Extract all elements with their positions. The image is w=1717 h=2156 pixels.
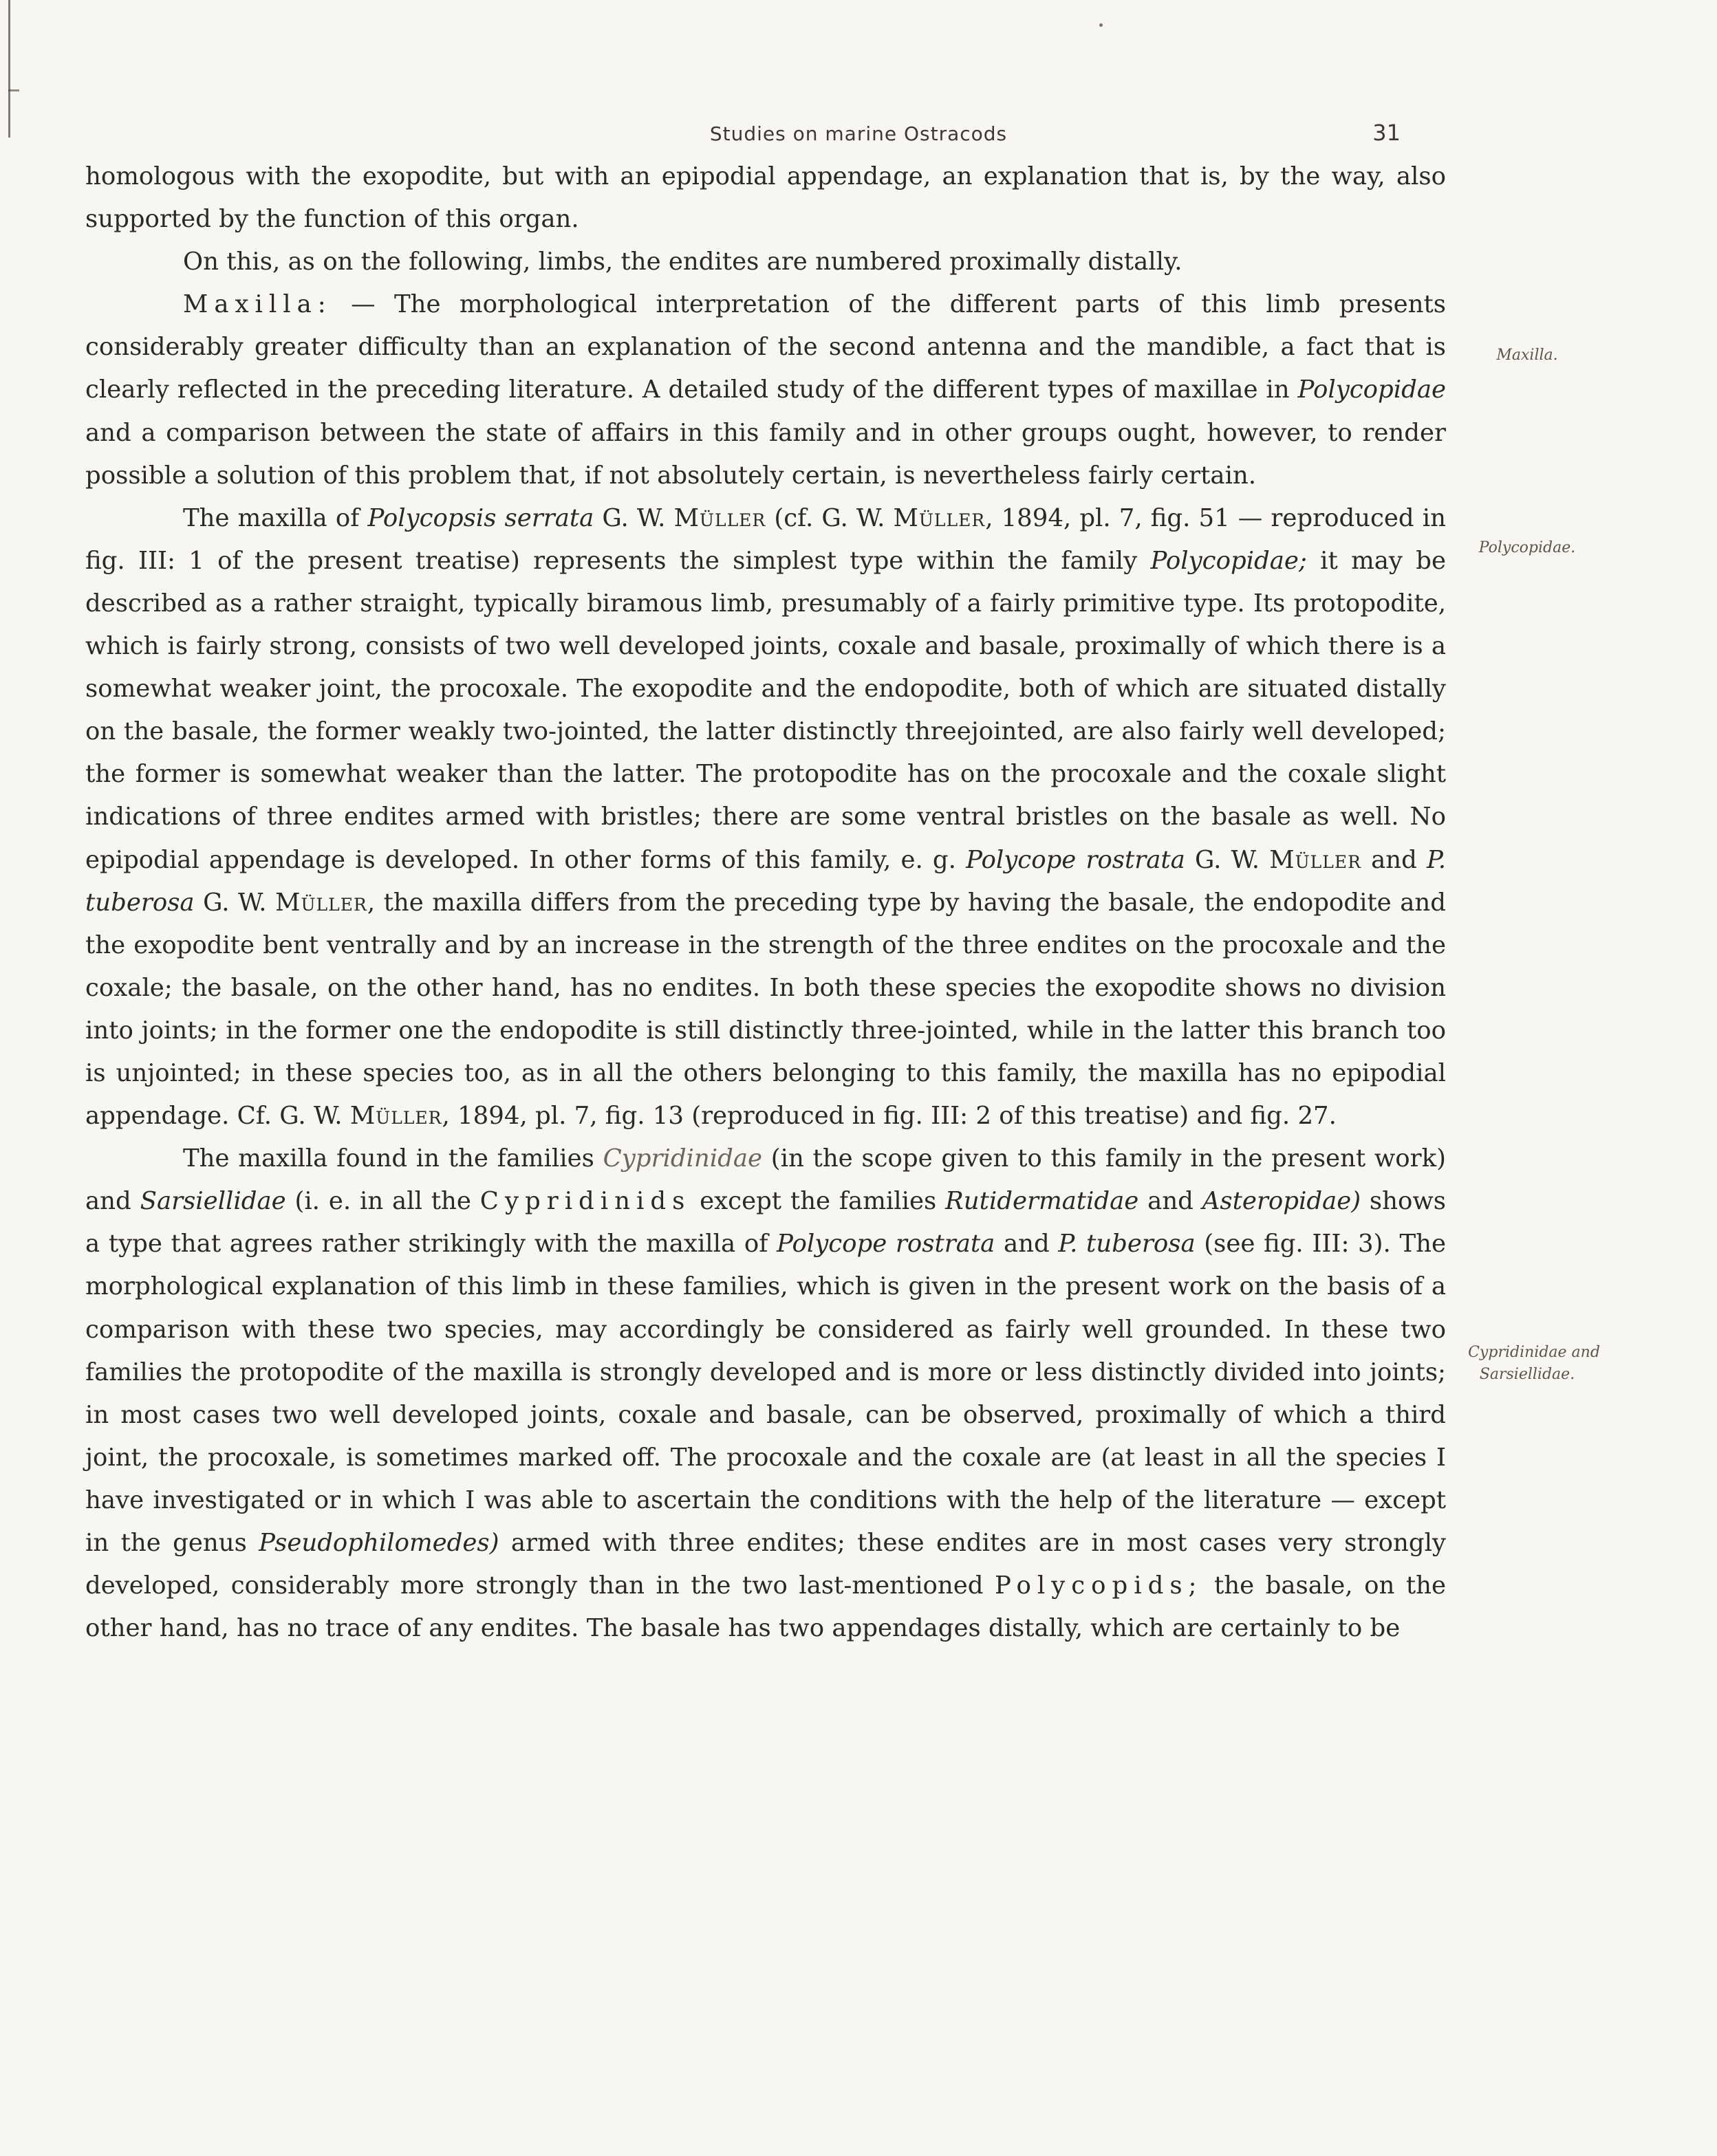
paragraph-1: homologous with the exopodite, but with an epipodial appendage, an explanation that is, by the way, also supported by the function of this organ. xyxy=(85,162,1446,234)
body-text xyxy=(85,155,1446,1650)
taxon-name: Sarsiellidae xyxy=(140,1187,286,1216)
paragraph-2: On this, as on the following, limbs, the endites are numbered proximally distally. xyxy=(183,248,1183,276)
margin-note-sarsiellidae: Sarsiellidae. xyxy=(1479,1366,1575,1383)
scan-dust-mark xyxy=(1099,23,1103,27)
taxon-name: Polycopidae; xyxy=(1150,546,1307,575)
margin-note-maxilla: Maxilla. xyxy=(1496,347,1558,364)
taxon-name: Polycope rostrata xyxy=(777,1230,995,1259)
section-label-maxilla: Maxilla: xyxy=(183,290,332,319)
author-name: Müller xyxy=(893,503,986,532)
page-number: 31 xyxy=(1372,120,1401,146)
paragraph-4: The maxilla of Polycopsis serrata G. W. Müller (cf. G. W. Müller, 1894, pl. 7, fig. 51 — reproduced in fig. III: 1 of the present treatise) represents the simplest type within the family Polycopidae; it may be described as a rather straight, typically biramous limb, presumably of a fairly primitive type. Its protopodite, which is fairly strong, consists of two well developed joints, coxale and basale, proximally of which there is a somewhat weaker joint, the procoxale. The exopodite and the endopodite, both of which are situated distally on the basale, the former weakly two-jointed, the latter distinctly threejointed, are also fairly well developed; the former is somewhat weaker than the latter. The protopodite has on the procoxale and the coxale slight indications of three endites armed with bristles; there are some ventral bristles on the basale as well. No epipodial appendage is developed. In other forms of this family, e. g. Polycope rostrata G. W. Müller and P. tuberosa G. W. Müller, the maxilla differs from the preceding type by having the basale, the endopodite and the exopodite bent ventrally and by an increase in the strength of the three endites on the procoxale and the coxale; the basale, on the other hand, has no endites. In both these species the exopodite shows no division into joints; in the former one the endopodite is still distinctly three-jointed, while in the latter this branch too is unjointed; in these species too, as in all the others belonging to this family, the maxilla has no epipodial appendage. Cf. G. W. Müller, 1894, pl. 7, fig. 13 (reproduced in fig. III: 2 of this treatise) and fig. 27. xyxy=(85,503,1446,1131)
author-name: Müller xyxy=(673,503,766,532)
spaced-term: Polycopids; xyxy=(995,1571,1203,1600)
taxon-name: Polycopidae xyxy=(1297,375,1446,404)
author-name: Müller xyxy=(275,888,367,917)
taxon-name: P. tuberosa xyxy=(1058,1230,1196,1259)
margin-note-polycopidae: Polycopidae. xyxy=(1478,539,1576,556)
taxon-name: Rutidermatidae xyxy=(945,1187,1139,1216)
running-title: Studies on marine Ostracods xyxy=(709,122,1008,145)
taxon-name: Polycopsis serrata xyxy=(367,503,594,532)
paragraph-3: Maxilla: — The morphological interpretation of the different parts of this limb presents considerably greater difficulty than an explanation of the second antenna and the mandible, a fact that is clearly reflected in the preceding literature. A detailed study of the different types of maxillae in Polycopidae and a comparison between the state of affairs in this family and in other groups ought, however, to render possible a solution of this problem that, if not absolutely certain, is nevertheless fairly certain. xyxy=(85,290,1446,490)
taxon-name: Polycope rostrata xyxy=(966,845,1185,874)
scan-edge-tick xyxy=(8,89,19,91)
margin-note-cypridinidae: Cypridinidae and xyxy=(1468,1344,1600,1361)
taxon-name: Asteropidae) xyxy=(1202,1187,1361,1216)
author-name: Müller xyxy=(349,1102,442,1131)
taxon-name: Cypridinidae xyxy=(603,1144,763,1173)
paragraph-5: The maxilla found in the families Cypridinidae (in the scope given to this family in the present work) and Sarsiellidae (i. e. in all the Cypridinids except the families Rutidermatidae and Asteropidae) shows a type that agrees rather strikingly with the maxilla of Polycope rostrata and P. tuberosa (see fig. III: 3). The morphological explanation of this limb in these families, which is given in the present work on the basis of a comparison with these two species, may accordingly be considered as fairly well grounded. In these two families the protopodite of the maxilla is strongly developed and is more or less distinctly divided into joints; in most cases two well developed joints, coxale and basale, can be observed, proximally of which a third joint, the procoxale, is sometimes marked off. The procoxale and the coxale are (at least in all the species I have investigated or in which I was able to ascertain the conditions with the help of the literature — except in the genus Pseudophilomedes) armed with three endites; these endites are in most cases very strongly developed, considerably more strongly than in the two last-mentioned Polycopids; the basale, on the other hand, has no trace of any endites. The basale has two appendages distally, which are certainly to be xyxy=(85,1144,1447,1643)
page-header xyxy=(0,120,1717,154)
scan-edge-line xyxy=(8,0,10,138)
taxon-name: Pseudophilomedes) xyxy=(259,1529,499,1557)
author-name: Müller xyxy=(1269,845,1361,874)
spaced-term: Cypridinids xyxy=(479,1187,691,1216)
taxon-name: P. tuberosa xyxy=(85,845,1446,917)
